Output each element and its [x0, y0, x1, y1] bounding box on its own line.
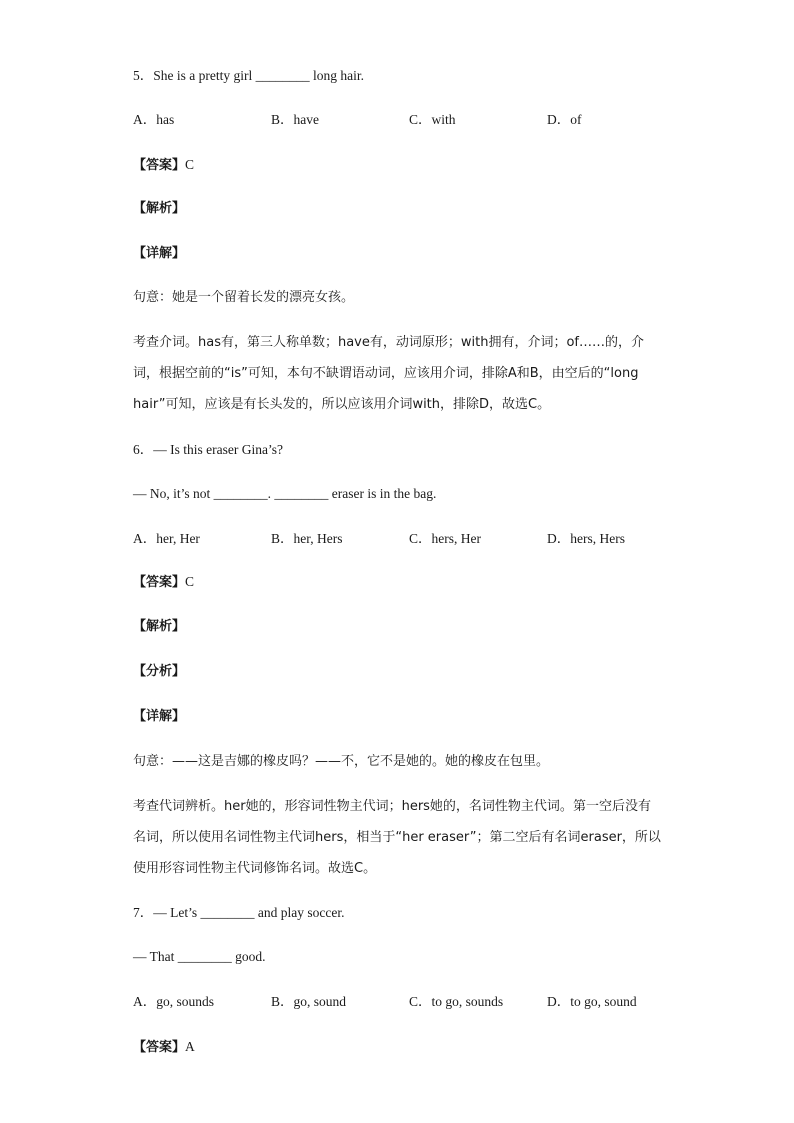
- q5-option-a: A．has: [133, 112, 175, 127]
- question-6-stem-2: — No, it’s not ________. ________ eraser is in the bag.: [133, 486, 437, 501]
- q5-detail-tag: 【详解】: [133, 246, 186, 261]
- q6-analysis-tag: 【解析】: [133, 619, 186, 634]
- q6-detail-tag: 【详解】: [133, 709, 186, 724]
- q5-option-b: B．have: [271, 112, 319, 127]
- q7-option-d: D．to go, sound: [547, 994, 637, 1009]
- q7-option-a: A．go, sounds: [133, 994, 215, 1009]
- q7-option-b: B．go, sound: [271, 994, 347, 1009]
- q5-answer-tag: 【答案】: [133, 158, 186, 173]
- q7-answer-tag: 【答案】: [133, 1040, 186, 1055]
- q5-explanation: 考查介词。has有，第三人称单数；have有，动词原形；with拥有，介词；of……的，介词，根据空前的“is”可知，本句不缺谓语动词，应该用介词，排除A和B，由空后的“long hair”可知，应该是有长头发的，所以应该用介词with，排除D，故选C。: [133, 335, 644, 412]
- q5-answer: [133, 155, 194, 176]
- q6-answer: [133, 572, 194, 593]
- q5-meaning: 句意：她是一个留着长发的漂亮女孩。: [133, 290, 355, 305]
- q7-answer-value: A: [185, 1039, 195, 1054]
- q6-option-a: A．her, Her: [133, 531, 200, 546]
- q6-option-b: B．her, Hers: [271, 531, 343, 546]
- question-7-stem-2: — That ________ good.: [133, 949, 266, 964]
- question-6-stem: 6．— Is this eraser Gina’s?: [133, 442, 283, 457]
- q5-option-d: D．of: [547, 112, 582, 127]
- question-5-stem: 5．She is a pretty girl ________ long hair.: [133, 68, 364, 83]
- q7-answer: [133, 1037, 195, 1058]
- q6-option-c: C．hers, Her: [409, 531, 481, 546]
- q6-answer-value: C: [185, 574, 195, 589]
- q7-option-c: C．to go, sounds: [409, 994, 504, 1009]
- q5-option-c: C．with: [409, 112, 456, 127]
- q6-answer-tag: 【答案】: [133, 575, 186, 590]
- q6-meaning: 句意：——这是吉娜的橡皮吗？——不，它不是她的。她的橡皮在包里。: [133, 754, 550, 769]
- q6-option-d: D．hers, Hers: [547, 531, 625, 546]
- q6-explanation: 考查代词辨析。her她的，形容词性物主代词；hers她的，名词性物主代词。第一空后没有名词，所以使用名词性物主代词hers，相当于“her eraser”；第二空后有名词eraser，所以使用形容词性物主代词修饰名词。故选C。: [133, 799, 661, 876]
- q6-analysis2-tag: 【分析】: [133, 664, 186, 679]
- q5-analysis-tag: 【解析】: [133, 201, 186, 216]
- question-7-stem: 7．— Let’s ________ and play soccer.: [133, 905, 345, 920]
- q5-answer-value: C: [185, 157, 195, 172]
